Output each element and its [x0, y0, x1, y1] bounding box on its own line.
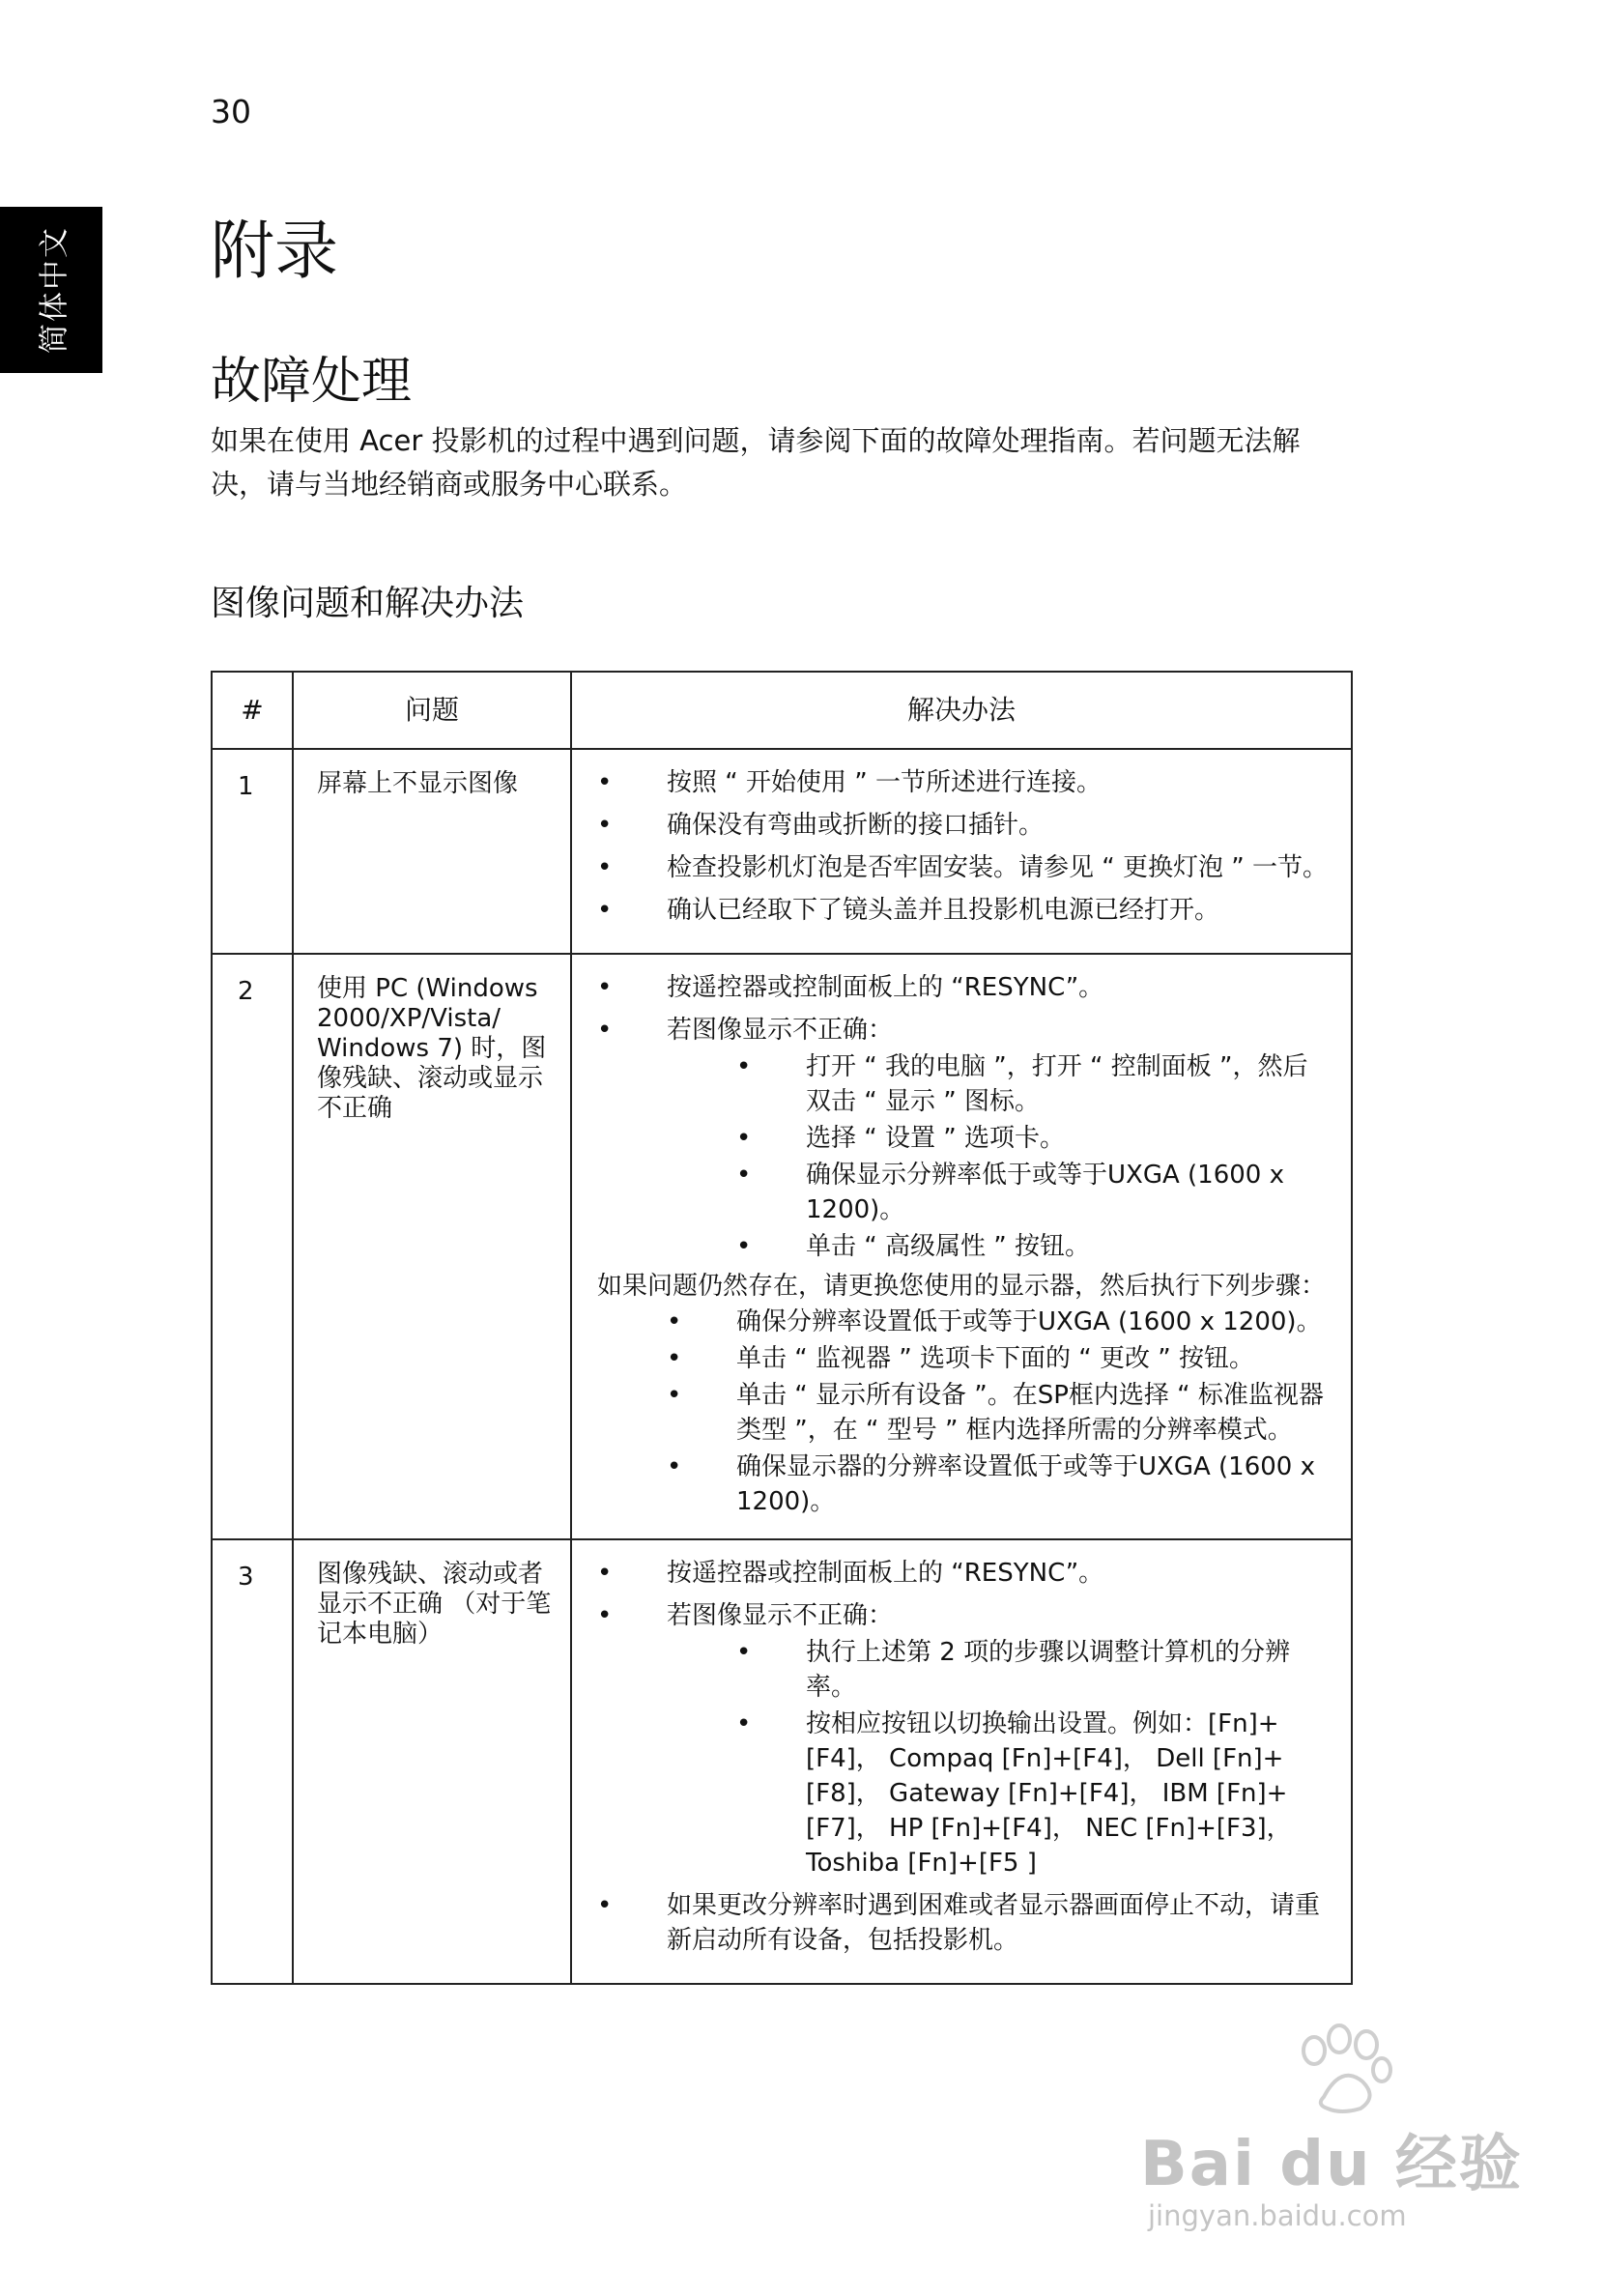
row-solution: [571, 954, 1352, 1539]
table-row: [212, 1539, 1352, 1984]
sub-solution-item: • 单击 “ 显示所有设备 ”。在SP框内选择 “ 标准监视器类型 ”，在 “ 型号 ” 框内选择所需的分辨率模式。: [667, 1378, 1332, 1448]
solution-item: • 按遥控器或控制面板上的 “RESYNC”。: [597, 970, 1332, 1005]
baidu-watermark: [1140, 2022, 1523, 2244]
sub-solution-item: • 单击 “ 监视器 ” 选项卡下面的 “ 更改 ” 按钮。: [667, 1341, 1332, 1376]
section-heading: 故障处理: [211, 353, 413, 411]
row-number: 1: [212, 749, 293, 954]
row-number: 2: [212, 954, 293, 1539]
header-number: #: [212, 672, 293, 749]
watermark-brand: Bai du 经验: [1140, 2129, 1523, 2200]
sub-solution-list: [597, 1305, 1332, 1519]
sub-solution-item: • 打开 “ 我的电脑 ”，打开 “ 控制面板 ”，然后双击 “ 显示 ” 图标。: [736, 1049, 1332, 1119]
sub-solution-item: • 按相应按钮以切换输出设置。例如：[Fn]+[F4]， Compaq [Fn]+[F4]， Dell [Fn]+[F8]， Gateway [Fn]+[F4]， IBM [Fn]+[F7]， HP [Fn]+[F4]， NEC [Fn]+[F3]， Toshiba [Fn]+[F5 ]: [736, 1707, 1332, 1880]
table-row: [212, 749, 1352, 954]
language-side-tab: [0, 207, 102, 373]
sub-solution-item: • 执行上述第 2 项的步骤以调整计算机的分辨率。: [736, 1635, 1332, 1705]
watermark-url: jingyan.baidu.com: [1148, 2199, 1407, 2232]
solution-item-group: [597, 1013, 1332, 1264]
row-problem: 使用 PC (Windows 2000/XP/Vista/ Windows 7) 时，图像残缺、滚动或显示不正确: [293, 954, 571, 1539]
sub-solution-item: • 选择 “ 设置 ” 选项卡。: [736, 1121, 1332, 1156]
sub-solution-list: [667, 1049, 1332, 1264]
troubleshooting-table: [211, 671, 1353, 1985]
paw-logo-icon: [1285, 2022, 1401, 2118]
solution-item: • 按遥控器或控制面板上的 “RESYNC”。: [597, 1556, 1332, 1591]
solution-item-group: [597, 1598, 1332, 1880]
solution-list: [597, 1556, 1332, 1958]
solution-item: • 按照 “ 开始使用 ” 一节所述进行连接。: [597, 765, 1332, 800]
sub-solution-item: • 单击 “ 高级属性 ” 按钮。: [736, 1229, 1332, 1264]
solution-item: • 检查投影机灯泡是否牢固安装。请参见 “ 更换灯泡 ” 一节。: [597, 850, 1332, 885]
row-solution: [571, 1539, 1352, 1984]
solution-list: [597, 765, 1332, 928]
row-problem: 屏幕上不显示图像: [293, 749, 571, 954]
solution-item-text: 若图像显示不正确：: [667, 1601, 894, 1630]
page-title: 附录: [211, 214, 338, 288]
solution-list: [597, 970, 1332, 1264]
sub-solution-list: [667, 1635, 1332, 1880]
row-number: 3: [212, 1539, 293, 1984]
table-header-row: [212, 672, 1352, 749]
solution-item: • 如果更改分辨率时遇到困难或者显示器画面停止不动，请重新启动所有设备，包括投影机。: [597, 1888, 1332, 1958]
solution-item-text: 若图像显示不正确：: [667, 1016, 894, 1045]
solution-item: • 确认已经取下了镜头盖并且投影机电源已经打开。: [597, 893, 1332, 928]
intro-paragraph: 如果在使用 Acer 投影机的过程中遇到问题，请参阅下面的故障处理指南。若问题无法解决，请与当地经销商或服务中心联系。: [211, 424, 1301, 501]
sub-solution-item: • 确保分辨率设置低于或等于UXGA (1600 x 1200)。: [667, 1305, 1332, 1339]
header-solution: 解决办法: [571, 672, 1352, 749]
table-heading: 图像问题和解决办法: [211, 584, 525, 623]
row-problem: 图像残缺、滚动或者显示不正确 （对于笔记本电脑）: [293, 1539, 571, 1984]
side-tab-label: 简体中文: [37, 226, 72, 354]
solution-item: • 确保没有弯曲或折断的接口插针。: [597, 808, 1332, 843]
page-number: 30: [211, 93, 251, 130]
sub-solution-item: • 确保显示分辨率低于或等于UXGA (1600 x 1200)。: [736, 1158, 1332, 1227]
table-row: [212, 954, 1352, 1539]
solution-note: 如果问题仍然存在，请更换您使用的显示器，然后执行下列步骤：: [597, 1272, 1327, 1301]
sub-solution-item: • 确保显示器的分辨率设置低于或等于UXGA (1600 x 1200)。: [667, 1449, 1332, 1519]
header-problem: 问题: [293, 672, 571, 749]
row-solution: [571, 749, 1352, 954]
